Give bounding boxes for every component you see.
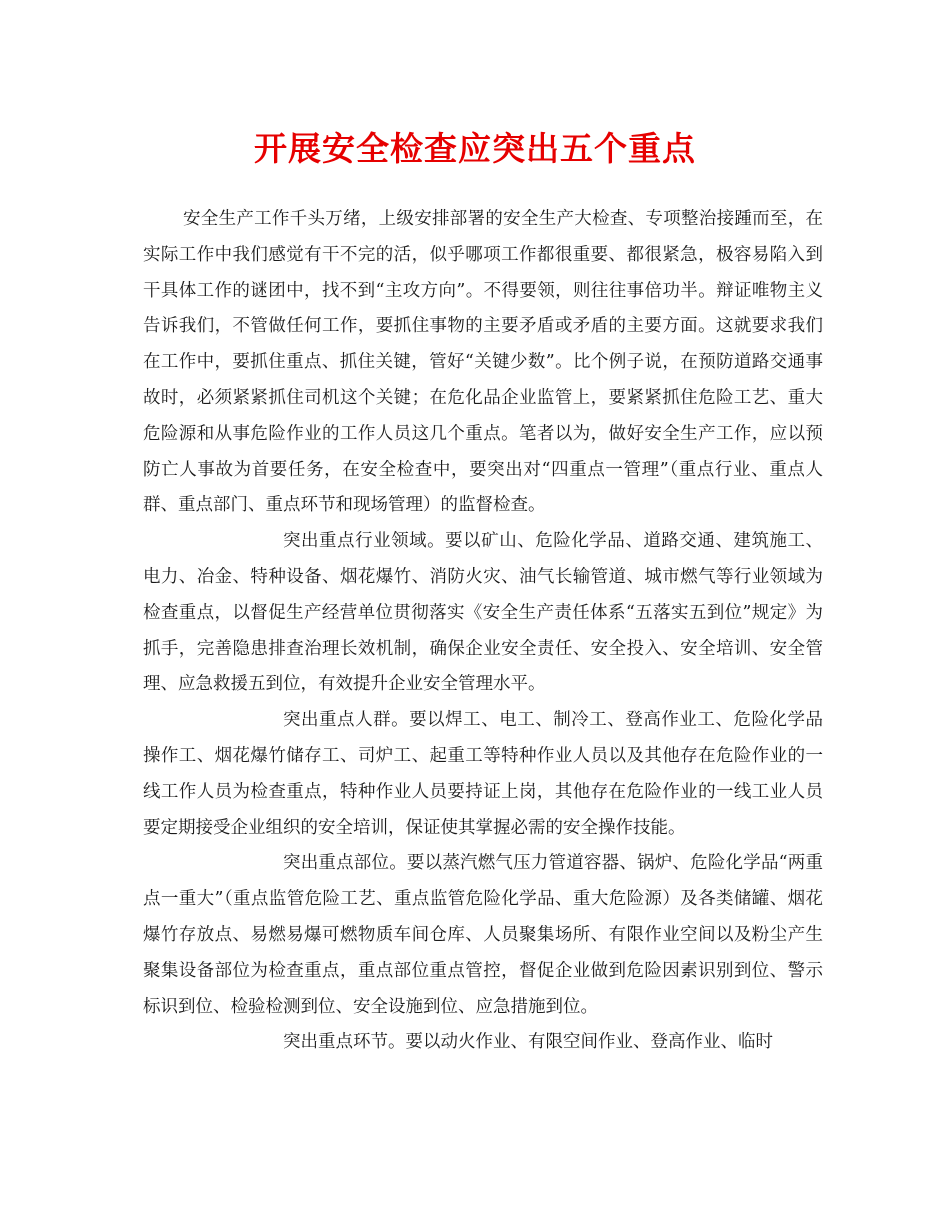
paragraph-intro: 安全生产工作千头万绪，上级安排部署的安全生产大检查、专项整治接踵而至，在实际工作中我们感觉有干不完的活，似乎哪项工作都很重要、都很紧急，极容易陷入到干具体工作的谜团中，找不到“主攻方向”。不得要领，则往往事倍功半。辩证唯物主义告诉我们，不管做任何工作，要抓住事物的主要矛盾或矛盾的主要方面。这就要求我们在工作中，要抓住重点、抓住关键，管好“关键少数”。比个例子说，在预防道路交通事故时，必须紧紧抓住司机这个关键；在危化品企业监管上，要紧紧抓住危险工艺、重大危险源和从事危险作业的工作人员这几个重点。笔者以为，做好安全生产工作，应以预防亡人事故为首要任务，在安全检查中，要突出对“四重点一管理”（重点行业、重点人群、重点部门、重点环节和现场管理）的监督检查。 (143, 209, 823, 516)
paragraph-key-personnel: 突出重点人群。要以焊工、电工、制冷工、登高作业工、危险化学品操作工、烟花爆竹储存工、司炉工、起重工等特种作业人员以及其他存在危险作业的一线工作人员为检查重点，特种作业人员要持证上岗，其他存在危险作业的一线工业人员要定期接受企业组织的安全培训，保证使其掌握必需的安全操作技能。 (143, 710, 823, 838)
paragraph-key-industries: 突出重点行业领域。要以矿山、危险化学品、道路交通、建筑施工、电力、冶金、特种设备、烟花爆竹、消防火灾、油气长输管道、城市燃气等行业领域为检查重点，以督促生产经营单位贯彻落实《安全生产责任体系“五落实五到位”规定》为抓手，完善隐患排查治理长效机制，确保企业安全责任、安全投入、安全培训、安全管理、应急救援五到位，有效提升企业安全管理水平。 (143, 531, 823, 695)
paragraph-key-locations: 突出重点部位。要以蒸汽燃气压力管道容器、锅炉、危险化学品“两重点一重大”（重点监管危险工艺、重点监管危险化学品、重大危险源）及各类储罐、烟花爆竹存放点、易燃易爆可燃物质车间仓库、人员聚集场所、有限作业空间以及粉尘产生聚集设备部位为检查重点，重点部位重点管控，督促企业做到危险因素识别到位、警示标识到位、检验检测到位、安全设施到位、应急措施到位。 (143, 853, 823, 1017)
document-body (143, 202, 823, 1061)
document-title: 开展安全检查应突出五个重点 (254, 129, 696, 168)
paragraph-key-processes: 突出重点环节。要以动火作业、有限空间作业、登高作业、临时 (283, 1032, 773, 1053)
